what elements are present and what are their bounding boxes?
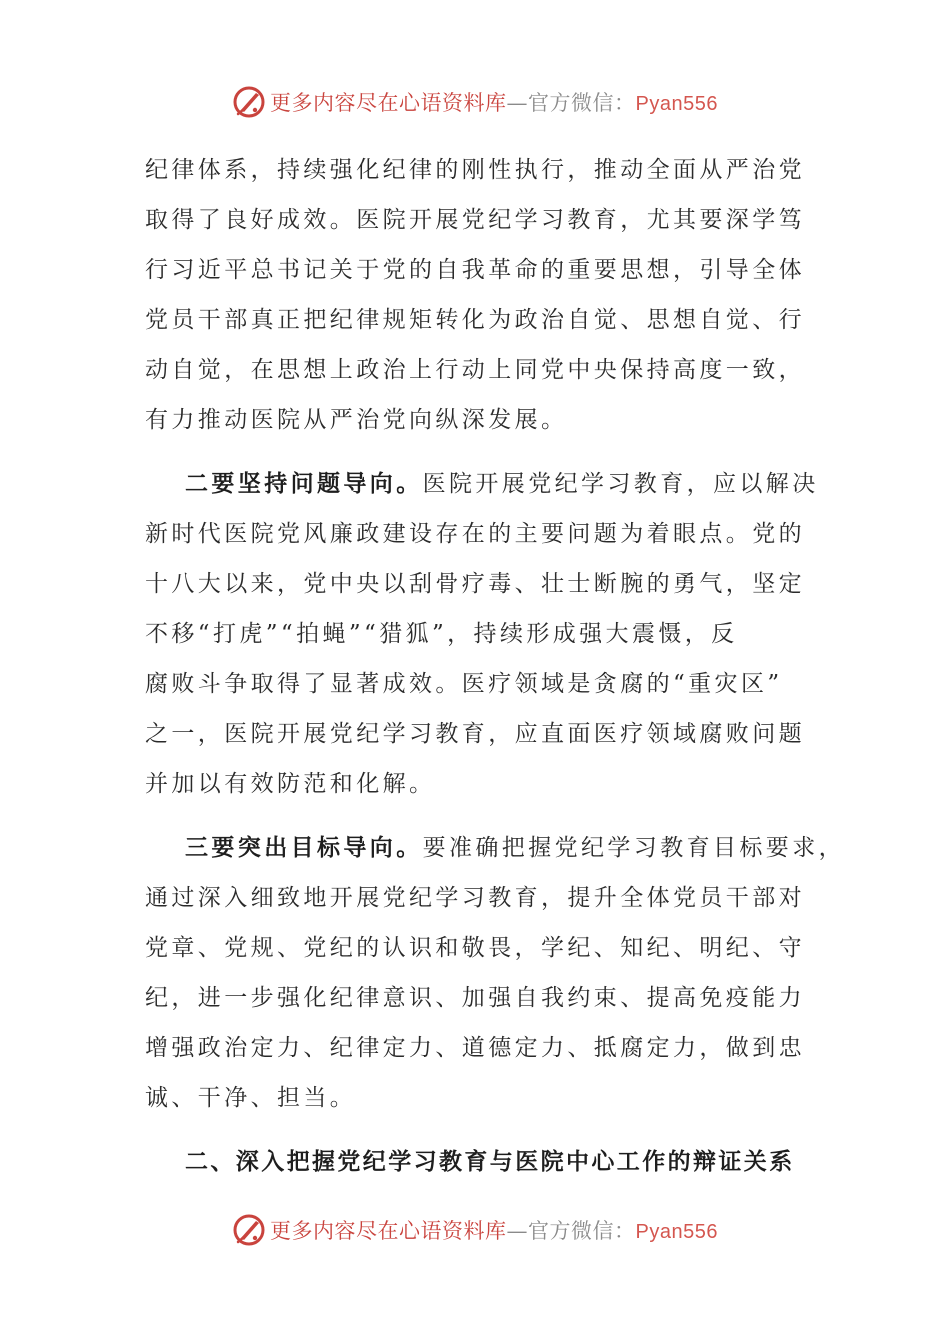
text-line-first (145, 459, 819, 509)
quill-logo-icon (232, 85, 266, 119)
text-line: 行习近平总书记关于党的自我革命的重要思想，引导全体 (145, 257, 805, 283)
text-line: 纪，进一步强化纪律意识、加强自我约束、提高免疫能力 (145, 985, 805, 1011)
watermark-dash: — (506, 1219, 529, 1243)
text-line: 有力推动医院从严治党向纵深发展。 (145, 407, 568, 433)
watermark-wechat-id: Pyan556 (635, 1221, 718, 1243)
watermark-wechat-id: Pyan556 (635, 93, 718, 115)
text-line: 十八大以来，党中央以刮骨疗毒、壮士断腕的勇气，坚定 (145, 571, 805, 597)
text-line: 党章、党规、党纪的认识和敬畏，学纪、知纪、明纪、守 (145, 935, 805, 961)
text-line: 诚、干净、担当。 (145, 1085, 357, 1111)
text-line: 党员干部真正把纪律规矩转化为政治自觉、思想自觉、行 (145, 307, 805, 333)
watermark-wechat-label: 官方微信： (528, 1219, 636, 1243)
paragraph-lead: 二要坚持问题导向。 (185, 470, 423, 497)
paragraph-2 (145, 459, 819, 809)
paragraph-lead: 三要突出目标导向。 (185, 834, 423, 861)
watermark-site-name: 更多内容尽在心语资料库 (270, 1219, 507, 1243)
text-line: 增强政治定力、纪律定力、道德定力、抵腐定力，做到忠 (145, 1035, 805, 1061)
text-line: 之一，医院开展党纪学习教育，应直面医疗领域腐败问题 (145, 721, 805, 747)
text-line-first (145, 823, 846, 873)
footer-watermark (0, 1210, 950, 1250)
watermark-dash: — (506, 91, 529, 115)
paragraph-first-rest: 要准确把握党纪学习教育目标要求， (422, 835, 846, 861)
document-body (145, 145, 846, 1187)
text-line: 纪律体系，持续强化纪律的刚性执行，推动全面从严治党 (145, 157, 805, 183)
paragraph-first-rest: 医院开展党纪学习教育，应以解决 (422, 471, 819, 497)
text-line: 新时代医院党风廉政建设存在的主要问题为着眼点。党的 (145, 521, 805, 547)
watermark-site-name: 更多内容尽在心语资料库 (270, 91, 507, 115)
watermark-wechat-label: 官方微信： (528, 91, 636, 115)
paragraph-3 (145, 823, 846, 1123)
section-heading: 二、深入把握党纪学习教育与医院中心工作的辩证关系 (185, 1148, 795, 1175)
watermark-text (270, 1215, 718, 1245)
text-line: 取得了良好成效。医院开展党纪学习教育，尤其要深学笃 (145, 207, 805, 233)
watermark-text (270, 87, 718, 117)
paragraph-1 (145, 145, 811, 445)
text-line: 腐败斗争取得了显著成效。医疗领域是贪腐的“重灾区” (145, 671, 783, 697)
text-line: 通过深入细致地开展党纪学习教育，提升全体党员干部对 (145, 885, 805, 911)
text-line: 并加以有效防范和化解。 (145, 771, 436, 797)
quill-logo-icon (232, 1213, 266, 1247)
text-line: 动自觉，在思想上政治上行动上同党中央保持高度一致， (145, 357, 805, 383)
header-watermark (0, 82, 950, 122)
text-line: 不移“打虎”“拍蝇”“猎狐”，持续形成强大震慑，反 (145, 621, 738, 647)
